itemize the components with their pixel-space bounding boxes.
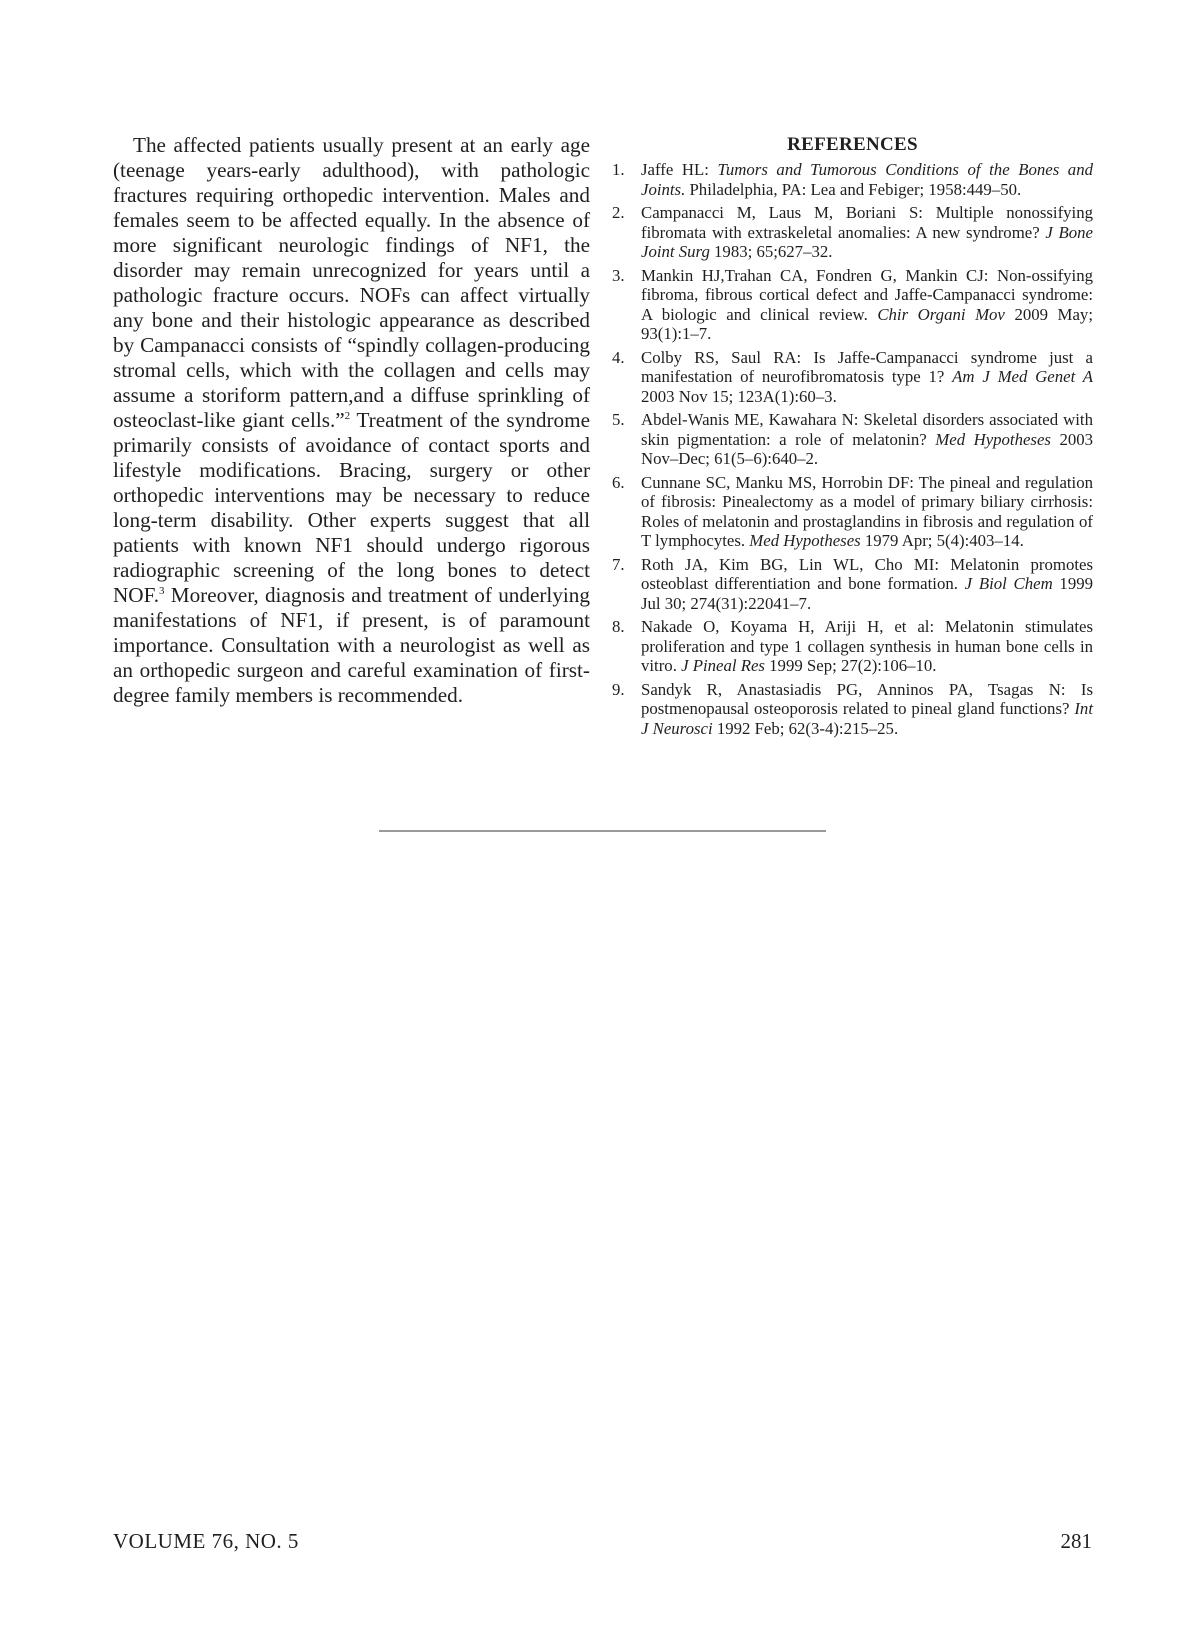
- reference-item: 9. Sandyk R, Anastasiadis PG, Anninos PA, Tsagas N: Is postmenopausal osteoporosis related to pineal gland functions? Int J Neurosci 1992 Feb; 62(3-4):215–25.: [612, 679, 1093, 738]
- reference-number: 7.: [612, 554, 625, 574]
- reference-number: 4.: [612, 347, 625, 367]
- reference-item: 8. Nakade O, Koyama H, Ariji H, et al: Melatonin stimulates proliferation and type 1 collagen synthesis in human bone cells in vitro. J Pineal Res 1999 Sep; 27(2):106–10.: [612, 617, 1093, 675]
- reference-item: 3. Mankin HJ,Trahan CA, Fondren G, Mankin CJ: Non-ossifying fibroma, fibrous cortical defect and Jaffe-Campanacci syndrome: A biologic and clinical review. Chir Organi Mov 2009 May; 93(1):1–7.: [612, 265, 1093, 343]
- reference-number: 1.: [612, 160, 625, 179]
- footer-volume: VOLUME 76, NO. 5: [113, 1529, 299, 1553]
- section-divider: [379, 830, 826, 832]
- reference-number: 8.: [612, 617, 625, 636]
- references-list: [612, 160, 1093, 738]
- reference-item: 4. Colby RS, Saul RA: Is Jaffe-Campanacci syndrome just a manifestation of neurofibromatosis type 1? Am J Med Genet A 2003 Nov 15; 123A(1):60–3.: [612, 347, 1093, 406]
- reference-item: 6. Cunnane SC, Manku MS, Horrobin DF: The pineal and regulation of fibrosis: Pinealectomy as a model of primary biliary cirrhosis: Roles of melatonin and prostaglandins in fibrosis and regulation of T lymphocytes. Med Hypotheses 1979 Apr; 5(4):403–14.: [612, 472, 1093, 550]
- reference-number: 6.: [612, 472, 625, 492]
- reference-number: 5.: [612, 410, 625, 429]
- reference-item: 5. Abdel-Wanis ME, Kawahara N: Skeletal disorders associated with skin pigmentation: a role of melatonin? Med Hypotheses 2003 Nov–Dec; 61(5–6):640–2.: [612, 410, 1094, 468]
- citation-2: 2: [344, 409, 351, 422]
- references-column: [612, 133, 1093, 742]
- reference-number: 3.: [612, 265, 625, 285]
- footer-page-number: 281: [1060, 1529, 1092, 1553]
- references-heading: REFERENCES: [787, 134, 918, 155]
- reference-item: 2. Campanacci M, Laus M, Boriani S: Multiple nonossifying fibromata with extraskeletal anomalies: A new syndrome? J Bone Joint Surg 1983; 65;627–32.: [612, 203, 1093, 261]
- reference-number: 2.: [612, 203, 625, 222]
- citation-3: 3: [159, 584, 165, 597]
- body-paragraph: The affected patients usually present at an early age (teenage years-early adulthood), with pathologic fractures requiring orthopedic intervention. Males and females seem to be affected equally. In the absence of more significant neurologic findings of NF1, the disorder may remain unrecognized for years until a pathologic fracture occurs. NOFs can affect virtually any bone and their histologic appearance as described by Campanacci consists of “spindly collagen-producing stromal cells, which with the collagen and cells may assume a storiform pattern,and a diffuse sprinkling of osteoclast-like giant cells.”$^2$ Treatment of the syndrome primarily consists of avoidance of contact sports and lifestyle modifications. Bracing, surgery or other orthopedic interventions may be necessary to reduce long-term disability. Other experts suggest that all patients with known NF1 should undergo rigorous radiographic screening of the long bones to detect NOF.$^3$ Moreover, diagnosis and treatment of underlying manifestations of NF1, if present, is of paramount importance. Consultation with a neurologist as well as an orthopedic surgeon and careful examination of first-degree family members is recommended.: [113, 133, 590, 707]
- body-text-column: [113, 133, 590, 708]
- reference-item: 7. Roth JA, Kim BG, Lin WL, Cho MI: Melatonin promotes osteoblast differentiation and bone formation. J Biol Chem 1999 Jul 30; 274(31):22041–7.: [612, 554, 1093, 613]
- reference-item: 1. Jaffe HL: Tumors and Tumorous Conditions of the Bones and Joints. Philadelphia, PA: Lea and Febiger; 1958:449–50.: [612, 160, 1093, 199]
- reference-number: 9.: [612, 679, 625, 699]
